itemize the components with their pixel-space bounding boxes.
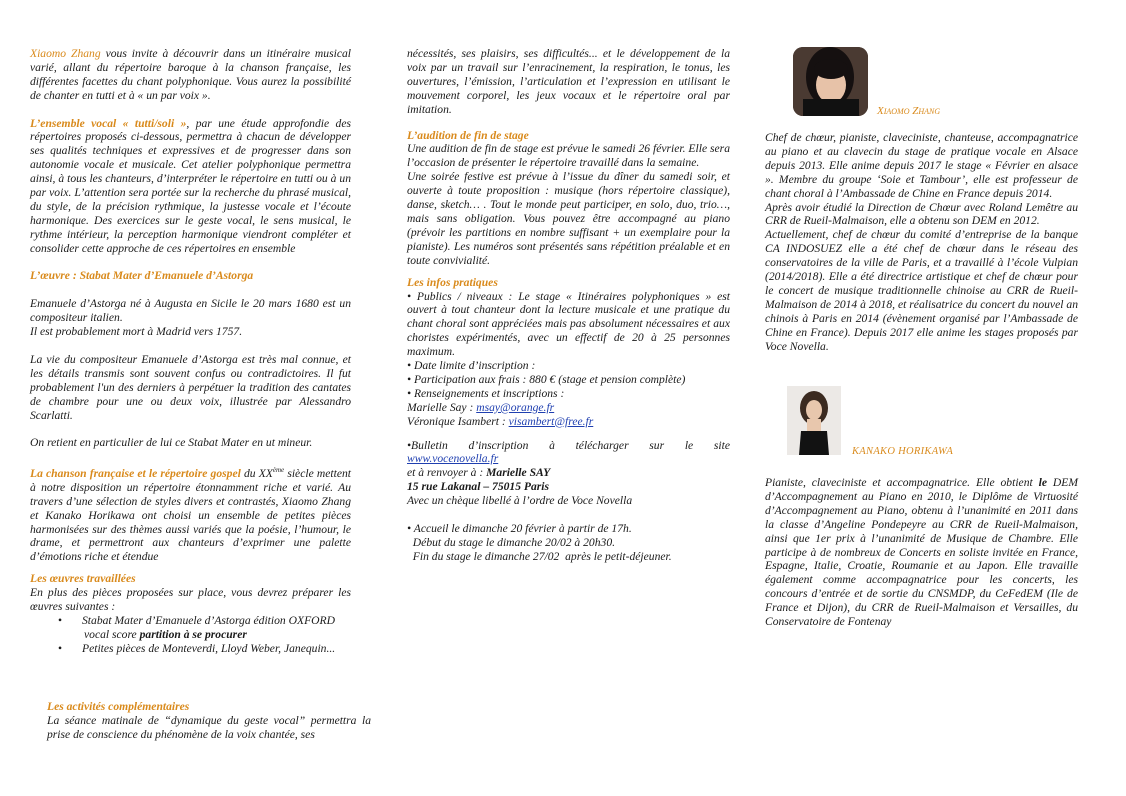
name-1-label bbox=[877, 104, 940, 119]
infos-frais: • Participation aux frais : 880 € (stage et pension complète) bbox=[407, 372, 686, 386]
column-right-bio-2 bbox=[765, 476, 1078, 629]
oeuvres-heading: Les œuvres travaillées bbox=[30, 572, 136, 586]
bullet-1-bold: partition à se procurer bbox=[139, 627, 247, 641]
website-link[interactable]: www.vocenovella.fr bbox=[407, 452, 499, 466]
audition-text: Une audition de fin de stage est prévue le samedi 26 février. Elle sera l’occasion de présenter le répertoire travaillé dans la semaine. bbox=[407, 142, 730, 170]
list-item bbox=[82, 614, 351, 642]
oeuvres-text: En plus des pièces proposées sur place, vous devrez préparer les œuvres suivantes : bbox=[30, 586, 351, 614]
contact-1-email-link[interactable]: msay@orange.fr bbox=[476, 400, 555, 414]
column-right-bio-1 bbox=[765, 131, 1078, 354]
accueil-line-3: Fin du stage le dimanche 27/02 après le petit-déjeuner. bbox=[407, 549, 672, 563]
oeuvre-heading: L’œuvre : Stabat Mater d’Emanuele d’Astorga bbox=[30, 269, 254, 283]
bullet-1-line-b: vocal score bbox=[84, 627, 140, 641]
portrait-1-image bbox=[793, 47, 868, 116]
bio-2-text: DEM d’Accompagnement au Piano en 2010, le Diplôme de Virtuosité d’Accompagnement au Piano, obtenu à l’unanimité en 2011 dans la classe d’Angeline Pondepeyre au CRR de Rueil-Malmaison, ainsi que 1er prix à l’unanimité de Musique de Chambre. Elle participe à de nombreux de Concerts en soliste invitée en France, Espagne, Italie, Croatie, Roumanie et au Japon. Elle travaille également comme accompagnatrice pour les concerts, les concours d’entrée et de sortie du CNSMDP, du CeFedEM (Ile de France et Dijon), du CRR de Rueil-Malmaison et Versailles, du Conservatoire de Fontenay bbox=[765, 476, 1078, 629]
accueil-line-1: • Accueil le dimanche 20 février à partir de 17h. bbox=[407, 521, 632, 535]
accueil-line-2: Début du stage le dimanche 20/02 à 20h30. bbox=[407, 535, 616, 549]
oeuvre-paragraph-2: La vie du compositeur Emanuele d’Astorga est très mal connue, et les détails transmis sont souvent confus ou contradictoires. Il fut probablement l'un des derniers à perpétuer la tradition des cantates de chambre pour une ou deux voix, illustrée par Alessandro Scarlatti. bbox=[30, 352, 351, 422]
column-left bbox=[30, 47, 351, 656]
soiree-text: Une soirée festive est prévue à l’issue du dîner du samedi soir, et ouverte à toute proposition : musique (hors répertoire classique), danse, sketch… . Tout le monde peut participer, en solo, duo, trio…, mais sans obligation. Vous pouvez être accompagné au piano (prévoir les partitions en nombre suffisant + un exemplaire pour la pianiste). Les numéros sont présentés sans répétition préalable et en toute convivialité. bbox=[407, 170, 730, 267]
chanson-heading: La chanson française et le répertoire gospel bbox=[30, 466, 241, 480]
intro-paragraph bbox=[30, 47, 351, 103]
xiaomo-zhang-photo bbox=[793, 47, 868, 116]
activites-heading: Les activités complémentaires bbox=[47, 700, 190, 713]
ensemble-heading: L’ensemble vocal « tutti/soli » bbox=[30, 116, 187, 130]
portrait-2-image bbox=[787, 386, 841, 455]
infos-public: • Publics / niveaux : Le stage « Itinéraires polyphoniques » est ouvert à tout chanteur dont la lecture musicale et une pratique du chant choral sont appréciées mais pas absolument nécessaires et aux choristes expérimentés, avec un effectif de 20 à 25 personnes maximum. bbox=[407, 289, 730, 359]
cheque-line: Avec un chèque libellé à l’ordre de Voce Novella bbox=[407, 494, 633, 508]
bio-2-paragraph bbox=[765, 476, 1078, 629]
contact-1-name: Marielle Say : bbox=[407, 400, 477, 414]
oeuvres-list bbox=[30, 614, 351, 656]
contact-2-email-link[interactable]: visambert@free.fr bbox=[508, 414, 594, 428]
bulletin-text: •Bulletin d’inscription à télécharger sur le site bbox=[407, 438, 730, 452]
oeuvre-line-1: Emanuele d’Astorga né à Augusta en Sicile le 20 mars 1680 est un compositeur italien. bbox=[30, 297, 351, 325]
infos-renseignements: • Renseignements et inscriptions : bbox=[407, 386, 565, 400]
name-2-label bbox=[852, 444, 953, 459]
infos-heading: Les infos pratiques bbox=[407, 275, 498, 289]
ensemble-paragraph bbox=[30, 117, 351, 256]
column-middle bbox=[407, 47, 730, 564]
ensemble-text: , par une étude approfondie des répertoires proposés ci-dessous, permettra à chacun de développer ses qualités techniques et expressives et de progresser dans son autonomie vocale et musicale. Cet atelier polyphonique permettra ainsi, à tous les chanteurs, d’interpréter le répertoire en tutti ou à un par voix. L’attention sera portée sur la recherche du phrasé musical, du style, de la précision rythmique, la justesse vocale et l’écoute harmonique. Des exercices sur le geste vocal, le sens musical, le rythme intérieur, la perception harmonique viendront compléter et consolider cette approche de ces répertoires en ensemble bbox=[30, 116, 351, 255]
bullet-1-line-a: Stabat Mater d’Emanuele d’Astorga édition OXFORD bbox=[82, 614, 335, 628]
infos-date: • Date limite d’inscription : bbox=[407, 359, 536, 373]
chanson-paragraph bbox=[30, 464, 351, 564]
bio-1-paragraph-1: Chef de chœur, pianiste, claveciniste, chanteuse, accompagnatrice au piano et au clavecin du stage de pratique vocale en Alsace depuis 2013. Elle anime depuis 2017 le stage « Février en alsace ». Membre du groupe ‘Soie et Tambour’, elle est professeur de chant choral à l’Ambassade de Chine en France depuis 2014. bbox=[765, 131, 1078, 200]
list-item bbox=[82, 642, 351, 656]
continuation-paragraph: nécessités, ses plaisirs, ses difficultés... et le développement de la voix par un travail sur l’enracinement, la respiration, le tonus, les ouvertures, l’émission, l’articulation et l’expression en utilisant le mouvement corporel, les jeux vocaux et le répertoire oral par imitation. bbox=[407, 47, 730, 116]
bio-1-paragraph-3: Actuellement, chef de chœur du comité d’entreprise de la banque CA INDOSUEZ elle a été chef de chœur dans le réseau des conservatoires de la ville de Paris, et a travaillé à l’école Vulpian (2014/2018). Elle a été directrice artistique et chef de chœur pour le concert de musique traditionnelle chinoise au CRR de Rueil-Malmaison de 2014 à 2018, et réalisatrice du concert du nouvel an chinois à Paris en 2014 (évènement organisé par l’Ambassade de Chine en France). Depuis 2017 elle anime les stages proposés par Voce Novella. bbox=[765, 228, 1078, 353]
audition-heading: L’audition de fin de stage bbox=[407, 128, 529, 142]
intro-name: Xiaomo Zhang bbox=[30, 47, 101, 60]
renvoyer-name: Marielle SAY bbox=[486, 466, 551, 480]
oeuvre-paragraph-3: On retient en particulier de lui ce Stabat Mater en ut mineur. bbox=[30, 436, 313, 450]
chanson-sup: ème bbox=[272, 466, 285, 475]
contact-2-name: Véronique Isambert : bbox=[407, 414, 509, 428]
bio-2-bold: le bbox=[1038, 476, 1047, 489]
bulletin-url-line bbox=[407, 452, 730, 466]
bullet-2: Petites pièces de Monteverdi, Lloyd Weber, Janequin... bbox=[82, 641, 336, 655]
address-line: 15 rue Lakanal – 75015 Paris bbox=[407, 480, 550, 494]
xiaomo-zhang-name: Xiaomo Zhang bbox=[877, 105, 941, 117]
contact-1 bbox=[407, 401, 730, 415]
kanako-horikawa-name: KANAKO HORIKAWA bbox=[852, 446, 954, 457]
chanson-du: du XX bbox=[240, 466, 273, 480]
chanson-text: siècle mettent à notre disposition un répertoire étonnamment riche et varié. Au travers d’une sélection de styles divers et contrastés, Xiaomo Zhang et Kanako Horikawa ont choisi un ensemble de petites pièces harmonisées sur des thèmes aussi variés que la poésie, l’humour, le drame, et permettront aux chanteurs d’exprimer une palette d’émotions riche et étendue bbox=[30, 466, 351, 564]
activites-text: La séance matinale de “dynamique du geste vocal” permettra la prise de conscience du phénomène de la voix chantée, ses bbox=[47, 713, 371, 741]
renvoyer-pre: et à renvoyer à : bbox=[407, 466, 487, 480]
activites-block bbox=[47, 700, 371, 742]
contact-2 bbox=[407, 415, 730, 429]
bio-1-paragraph-2: Après avoir étudié la Direction de Chœur avec Roland Lemêtre au CRR de Rueil-Malmaison, elle a obtenu son DEM en 2012. bbox=[765, 200, 1078, 228]
oeuvre-line-2: Il est probablement mort à Madrid vers 1757. bbox=[30, 325, 243, 339]
bio-2-pre: Pianiste, claveciniste et accompagnatrice. Elle obtient bbox=[765, 476, 1039, 489]
intro-text: vous invite à découvrir dans un itinéraire musical varié, allant du répertoire baroque à la chanson française, les différentes facettes du chant polyphonique. Vous aurez la possibilité de chanter en tutti et à « un par voix ». bbox=[30, 47, 351, 102]
kanako-horikawa-photo bbox=[787, 386, 841, 455]
renvoyer-line bbox=[407, 466, 730, 480]
